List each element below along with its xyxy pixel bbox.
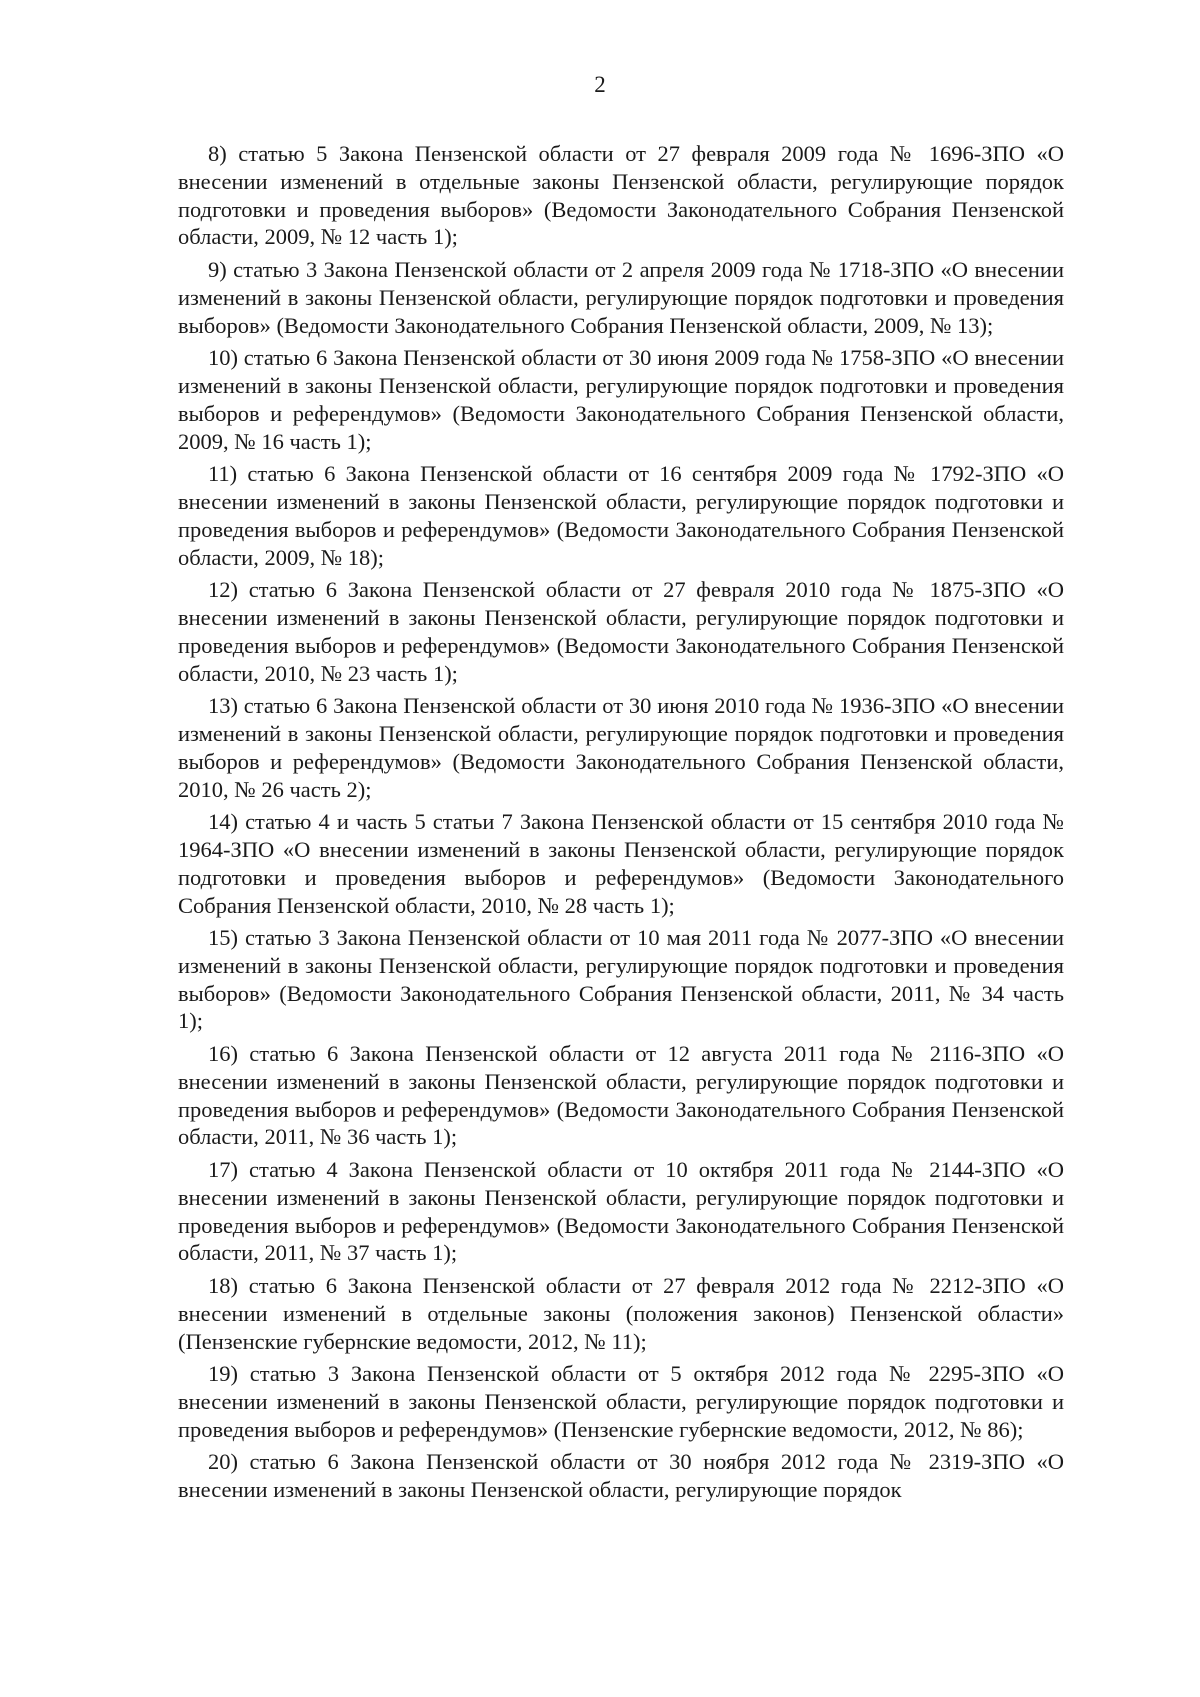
- list-item-9: 9) статью 3 Закона Пензенской области от 2 апреля 2009 года № 1718-ЗПО «О внесении изменений в законы Пензенской области, регулирующие порядок подготовки и проведения выборов» (Ведомости Законодательного Собрания Пензенской области, 2009, № 13);: [178, 256, 1064, 338]
- list-item-13: 13) статью 6 Закона Пензенской области от 30 июня 2010 года № 1936-ЗПО «О внесении изменений в законы Пензенской области, регулирующие порядок подготовки и проведения выборов и референдумов» (Ведомости Законодательного Собрания Пензенской области, 2010, № 26 часть 2);: [178, 693, 1064, 802]
- list-item-17: 17) статью 4 Закона Пензенской области от 10 октября 2011 года № 2144-ЗПО «О внесении изменений в законы Пензенской области, регулирующие порядок подготовки и проведения выборов и референдумов» (Ведомости Законодательного Собрания Пензенской области, 2011, № 37 часть 1);: [178, 1157, 1064, 1266]
- list-item-8: 8) статью 5 Закона Пензенской области от 27 февраля 2009 года № 1696-ЗПО «О внесении изменений в отдельные законы Пензенской области, регулирующие порядок подготовки и проведения выборов» (Ведомости Законодательного Собрания Пензенской области, 2009, № 12 часть 1);: [178, 141, 1064, 250]
- list-item-16: 16) статью 6 Закона Пензенской области от 12 августа 2011 года № 2116-ЗПО «О внесении изменений в законы Пензенской области, регулирующие порядок подготовки и проведения выборов и референдумов» (Ведомости Законодательного Собрания Пензенской области, 2011, № 36 часть 1);: [178, 1041, 1064, 1150]
- list-item-12: 12) статью 6 Закона Пензенской области от 27 февраля 2010 года № 1875-ЗПО «О внесении изменений в законы Пензенской области, регулирующие порядок подготовки и проведения выборов и референдумов» (Ведомости Законодательного Собрания Пензенской области, 2010, № 23 часть 1);: [178, 577, 1064, 686]
- list-item-14: 14) статью 4 и часть 5 статьи 7 Закона Пензенской области от 15 сентября 2010 года № 1964-ЗПО «О внесении изменений в законы Пензенской области, регулирующие порядок подготовки и проведения выборов и референдумов» (Ведомости Законодательного Собрания Пензенской области, 2010, № 28 часть 1);: [178, 809, 1064, 918]
- list-item-18: 18) статью 6 Закона Пензенской области от 27 февраля 2012 года № 2212-ЗПО «О внесении изменений в отдельные законы (положения законов) Пензенской области» (Пензенские губернские ведомости, 2012, № 11);: [178, 1273, 1064, 1354]
- list-item-19: 19) статью 3 Закона Пензенской области от 5 октября 2012 года № 2295-ЗПО «О внесении изменений в законы Пензенской области, регулирующие порядок подготовки и проведения выборов и референдумов» (Пензенские губернские ведомости, 2012, № 86);: [178, 1361, 1064, 1442]
- list-item-10: 10) статью 6 Закона Пензенской области от 30 июня 2009 года № 1758-ЗПО «О внесении изменений в законы Пензенской области, регулирующие порядок подготовки и проведения выборов и референдумов» (Ведомости Законодательного Собрания Пензенской области, 2009, № 16 часть 1);: [178, 345, 1064, 454]
- page-number: 2: [594, 72, 606, 97]
- list-item-11: 11) статью 6 Закона Пензенской области от 16 сентября 2009 года № 1792-ЗПО «О внесении изменений в законы Пензенской области, регулирующие порядок подготовки и проведения выборов и референдумов» (Ведомости Законодательного Собрания Пензенской области, 2009, № 18);: [178, 461, 1064, 570]
- list-item-15: 15) статью 3 Закона Пензенской области от 10 мая 2011 года № 2077-ЗПО «О внесении изменений в законы Пензенской области, регулирующие порядок подготовки и проведения выборов» (Ведомости Законодательного Собрания Пензенской области, 2011, № 34 часть 1);: [178, 925, 1064, 1034]
- list-item-20: 20) статью 6 Закона Пензенской области от 30 ноября 2012 года № 2319-ЗПО «О внесении изменений в законы Пензенской области, регулирующие порядок: [178, 1449, 1064, 1503]
- document-body: [178, 140, 1064, 1509]
